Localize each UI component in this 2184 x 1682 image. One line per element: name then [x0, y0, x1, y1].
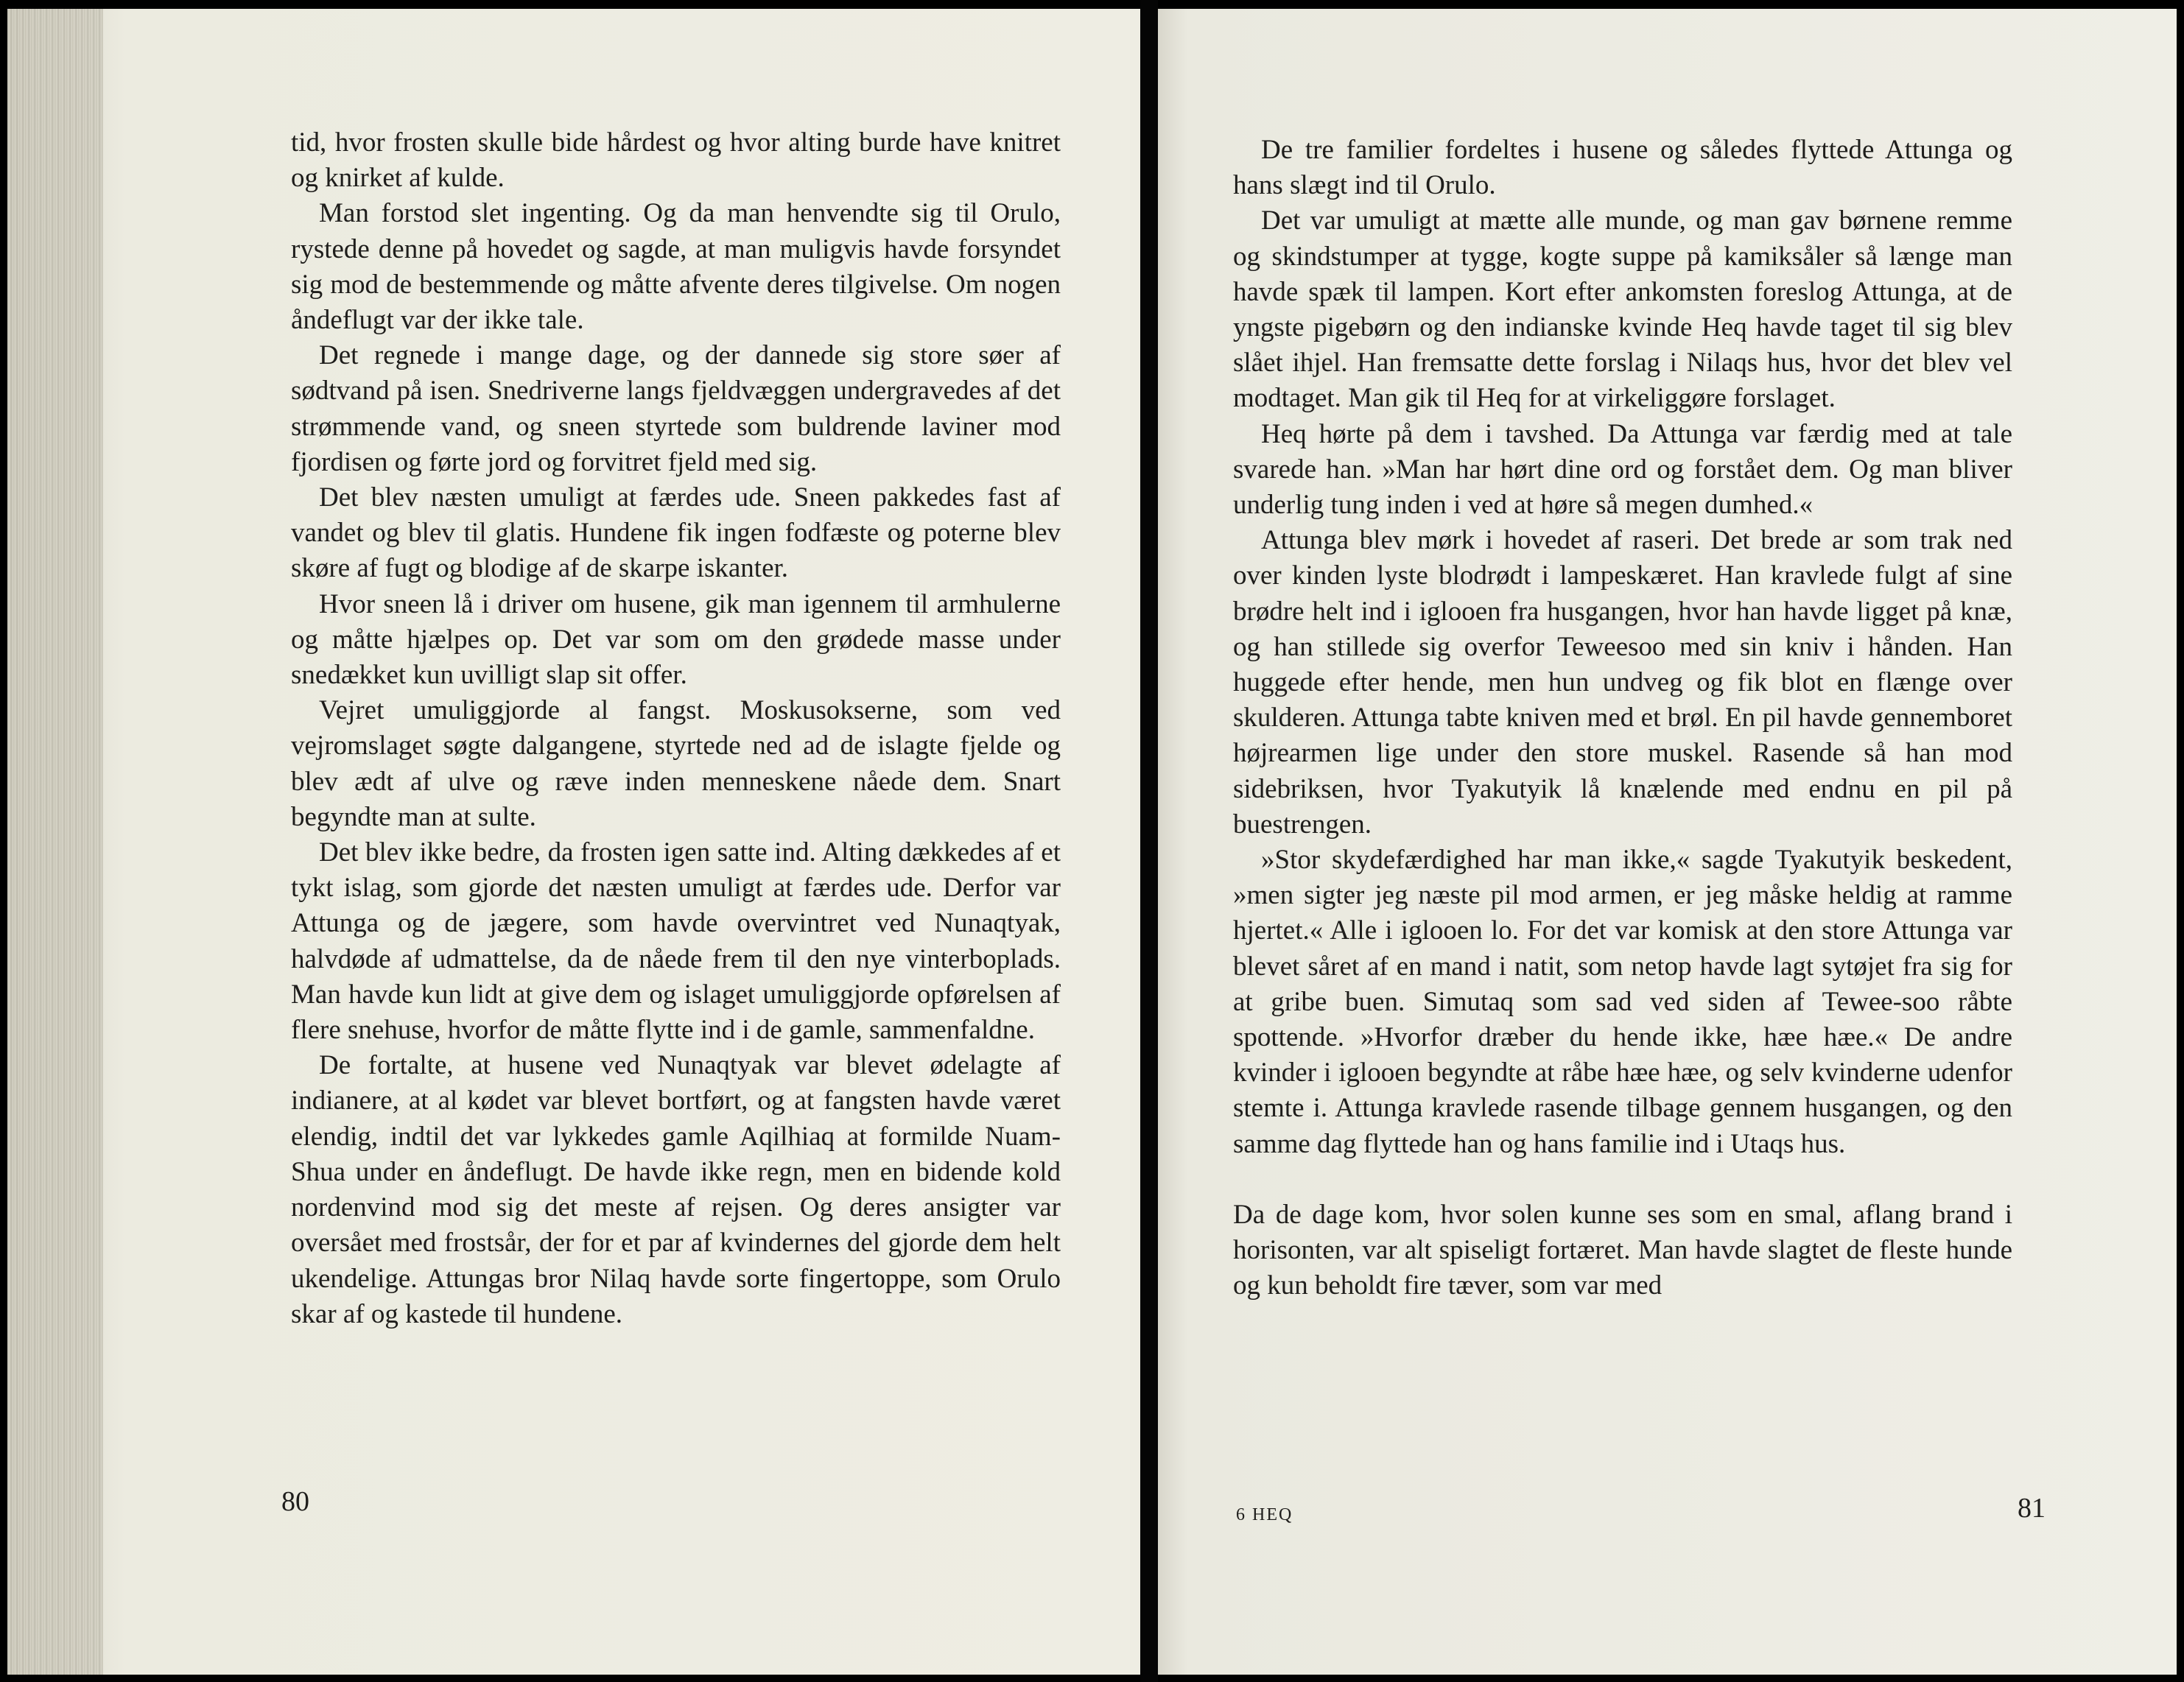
left-page-text [291, 125, 1061, 1332]
page-number-left: 80 [281, 1486, 309, 1517]
paragraph: Heq hørte på dem i tavshed. Da Attunga var færdig med at tale svarede han. »Man har hørt dine ord og forstået dem. Og man bliver underlig tung inden i ved at høre så megen dumhed.« [1233, 418, 2012, 521]
paragraph: Da de dage kom, hvor solen kunne ses som en smal, aflang brand i horisonten, var alt spiseligt fortæret. Man havde slagtet de fleste hunde og kun beholdt fire tæver, som var med [1233, 1199, 2012, 1301]
left-page [7, 9, 1140, 1675]
paragraph: Det blev ikke bedre, da frosten igen satte ind. Alting dækkedes af et tykt islag, som gjorde det næsten umuligt at færdes ude. Derfor var Attunga og de jægere, som havde overvintret ved Nunaqtyak, halvdøde af udmattelse, da de nåede frem til den nye vinterboplads. Man havde kun lidt at give dem og islaget umuliggjorde opførelsen af flere snehuse, hvorfor de måtte flytte ind i de gamle, sammenfaldne. [291, 837, 1061, 1046]
paragraph: Det blev næsten umuligt at færdes ude. Sneen pakkedes fast af vandet og blev til glatis. Hundene fik ingen fodfæste og poterne blev skøre af fugt og blodige af de skarpe iskanter. [291, 482, 1061, 584]
paragraph: Det var umuligt at mætte alle munde, og man gav børnene remme og skindstumper at tygge, kogte suppe på kamiksåler så længe man havde spæk til lampen. Kort efter ankomsten foreslog Attunga, at de yngste pigebørn og den indianske kvinde Heq havde taget til sig blev slået ihjel. Han fremsatte dette forslag i Nilaqs hus, hvor det blev vel modtaget. Man gik til Heq for at virkeliggøre forslaget. [1233, 205, 2012, 414]
paragraph: Man forstod slet ingenting. Og da man henvendte sig til Orulo, rystede denne på hovedet og sagde, at man muligvis havde forsyndet sig mod de bestemmende og måtte afvente deres tilgivelse. Om nogen åndeflugt var der ikke tale. [291, 198, 1061, 336]
paragraph: Attunga blev mørk i hovedet af raseri. Det brede ar som trak ned over kinden lyste blodrødt i lampeskæret. Han kravlede fulgt af sine brødre helt ind i iglooen fra husgangen, hvor han havde ligget på knæ, og han stillede sig overfor Teweesoo med sin kniv i hånden. Han huggede efter hende, men hun undveg og fik blot en flænge over skulderen. Attunga tabte kniven med et brøl. En pil havde gennemboret højrearmen lige under den store muskel. Rasende så han mod sidebriksen, hvor Tyakutyik lå knælende med endnu en pil på buestrengen. [1233, 525, 2012, 840]
paragraph: »Stor skydefærdighed har man ikke,« sagde Tyakutyik beskedent, »men sigter jeg næste pil mod armen, er jeg måske heldig at ramme hjertet.« Alle i iglooen lo. For det var komisk at den store Attunga var blevet såret af en mand i natit, som netop havde lagt sytøjet fra sig for at gribe buen. Simutaq som sad ved siden af Tewee-soo råbte spottende. »Hvorfor dræber du hende ikke, hæe hæe.« De andre kvinder i iglooen begyndte at råbe hæe hæe, og selv kvinderne udenfor stemte i. Attunga kravlede rasende tilbage gennem husgangen, og den samme dag flyttede han og hans familie ind i Utaqs hus. [1233, 845, 2012, 1159]
paragraph: Det regnede i mange dage, og der dannede sig store søer af sødtvand på isen. Snedriverne langs fjeldvæggen undergravedes af det strømmende vand, og sneen styrtede som buldrende laviner mod fjordisen og førte jord og forvitret fjeld med sig. [291, 340, 1061, 477]
signature-mark: 6 HEQ [1236, 1505, 1293, 1524]
page-number-right: 81 [2018, 1493, 2046, 1524]
right-page-text [1233, 133, 2012, 1304]
page-edges [7, 9, 103, 1675]
paragraph: De fortalte, at husene ved Nunaqtyak var blevet ødelagte af indianere, at al kødet var blevet bortført, og at fangsten havde været elendig, indtil det var lykkedes gamle Aqilhiaq at formilde Nuam-Shua under en åndeflugt. De havde ikke regn, men en bidende kold nordenvind mod sig det meste af rejsen. Og deres ansigter var oversået med frostsår, der for et par af kvindernes del gjorde dem helt ukendelige. Attungas bror Nilaq havde sorte fingertoppe, som Orulo skar af og kastede til hundene. [291, 1050, 1061, 1329]
book-spine [1140, 0, 1158, 1682]
paragraph: De tre familier fordeltes i husene og således flyttede Attunga og hans slægt ind til Orulo. [1233, 135, 2012, 201]
paragraph: Vejret umuliggjorde al fangst. Moskusokserne, som ved vejromslaget søgte dalgangene, styrtede ned ad de islagte fjelde og blev ædt af ulve og ræve inden menneskene nåede dem. Snart begyndte man at sulte. [291, 695, 1061, 832]
paragraph: Hvor sneen lå i driver om husene, gik man igennem til armhulerne og måtte hjælpes op. Det var som om den grødede masse under snedækket kun uvilligt slap sit offer. [291, 588, 1061, 691]
right-page [1158, 9, 2177, 1675]
paragraph: tid, hvor frosten skulle bide hårdest og hvor alting burde have knitret og knirket af kulde. [291, 127, 1061, 194]
